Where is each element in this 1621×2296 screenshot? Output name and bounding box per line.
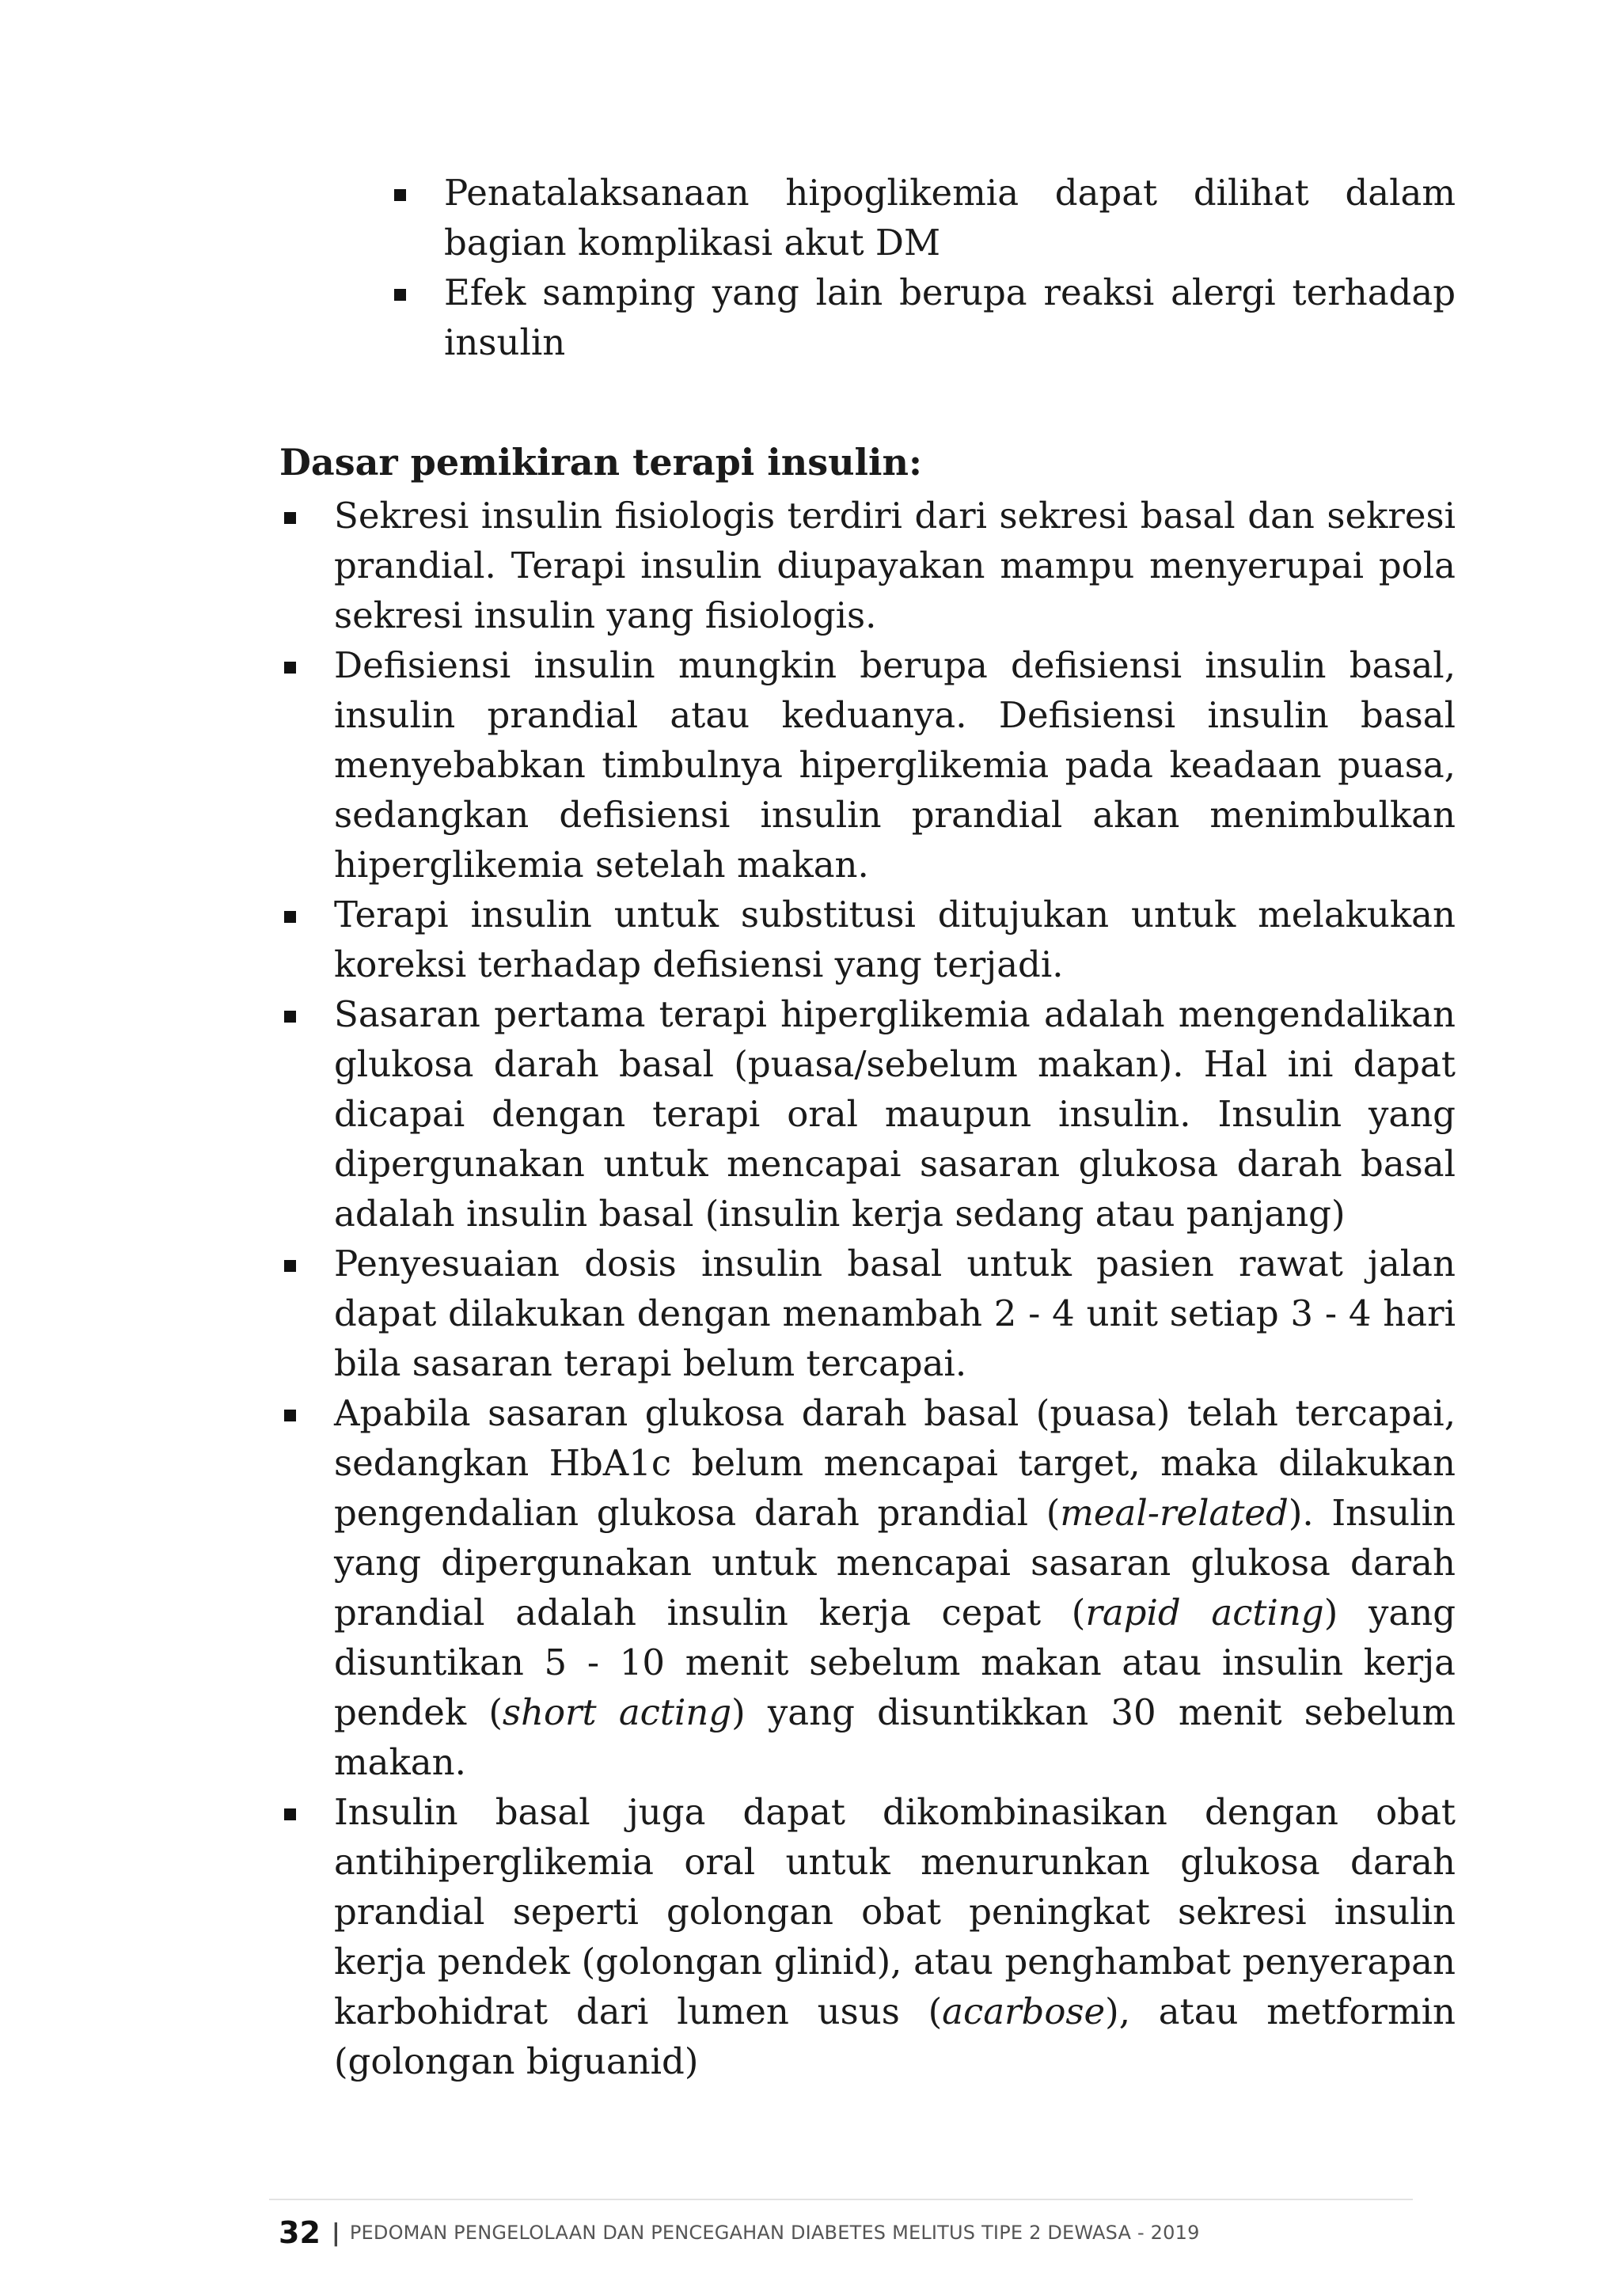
bullet-text: Sekresi insulin fisiologis terdiri dari sekresi basal dan sekresi prandial. Terapi insulin diupayakan mampu menyerupai pola sekresi insulin yang fisiologis.	[334, 495, 1456, 636]
bullet-text-part: ) yang disuntikan 5 - 10 menit sebelum makan atau insulin kerja pendek (	[334, 1592, 1456, 1733]
list-item	[444, 168, 1456, 268]
bullet-text-part: ), atau metformin (golongan biguanid)	[334, 1990, 1456, 2082]
footer-divider	[269, 2199, 1413, 2200]
list-item	[334, 890, 1456, 989]
italic-term: acarbose	[942, 1990, 1106, 2032]
page-number: 32	[279, 2215, 321, 2250]
list-item	[334, 640, 1456, 890]
top-bullet-list	[444, 168, 1456, 367]
italic-term: short acting	[502, 1691, 732, 1733]
italic-term: meal-related	[1060, 1492, 1289, 1534]
bullet-text: Defisiensi insulin mungkin berupa defisiensi insulin basal, insulin prandial atau keduanya. Defisiensi insulin basal menyebabkan timbulnya hiperglikemia pada keadaan puasa, sedangkan defisiensi insulin prandial akan menimbulkan hiperglikemia setelah makan.	[334, 644, 1456, 886]
list-item	[334, 491, 1456, 640]
bullet-text: Penatalaksanaan hipoglikemia dapat dilihat dalam bagian komplikasi akut DM	[444, 172, 1456, 264]
list-item	[334, 989, 1456, 1239]
section-heading: Dasar pemikiran terapi insulin:	[279, 441, 922, 484]
list-item	[444, 268, 1456, 367]
bullet-text: Sasaran pertama terapi hiperglikemia adalah mengendalikan glukosa darah basal (puasa/sebelum makan). Hal ini dapat dicapai dengan terapi oral maupun insulin. Insulin yang dipergunakan untuk mencapai sasaran glukosa darah basal adalah insulin basal (insulin kerja sedang atau panjang)	[334, 993, 1456, 1235]
bullet-text-part: Insulin basal juga dapat dikombinasikan dengan obat antihiperglikemia oral untuk menurunkan glukosa darah prandial seperti golongan obat peningkat sekresi insulin kerja pendek (golongan glinid), atau penghambat penyerapan karbohidrat dari lumen usus (	[334, 1791, 1456, 2032]
bullet-text-part: ) yang disuntikkan 30 menit sebelum makan.	[334, 1691, 1456, 1783]
italic-term: rapid acting	[1085, 1592, 1324, 1634]
footer-separator: |	[331, 2218, 340, 2247]
bullet-text-part: Apabila sasaran glukosa darah basal (puasa) telah tercapai, sedangkan HbA1c belum mencapai target, maka dilakukan pengendalian glukosa darah prandial (	[334, 1392, 1456, 1534]
bullet-text: Penyesuaian dosis insulin basal untuk pasien rawat jalan dapat dilakukan dengan menambah 2 - 4 unit setiap 3 - 4 hari bila sasaran terapi belum tercapai.	[334, 1243, 1456, 1384]
list-item	[334, 1787, 1456, 2086]
bullet-text: Efek samping yang lain berupa reaksi alergi terhadap insulin	[444, 271, 1456, 363]
list-item	[334, 1388, 1456, 1787]
footer-title: PEDOMAN PENGELOLAAN DAN PENCEGAHAN DIABETES MELITUS TIPE 2 DEWASA - 2019	[349, 2222, 1200, 2244]
bullet-text-part: ). Insulin yang dipergunakan untuk mencapai sasaran glukosa darah prandial adalah insulin kerja cepat (	[334, 1492, 1456, 1634]
insulin-rationale-list	[334, 491, 1456, 2086]
list-item	[334, 1239, 1456, 1388]
bullet-text: Terapi insulin untuk substitusi ditujukan untuk melakukan koreksi terhadap defisiensi yang terjadi.	[334, 894, 1456, 985]
page-footer	[279, 2213, 1200, 2252]
